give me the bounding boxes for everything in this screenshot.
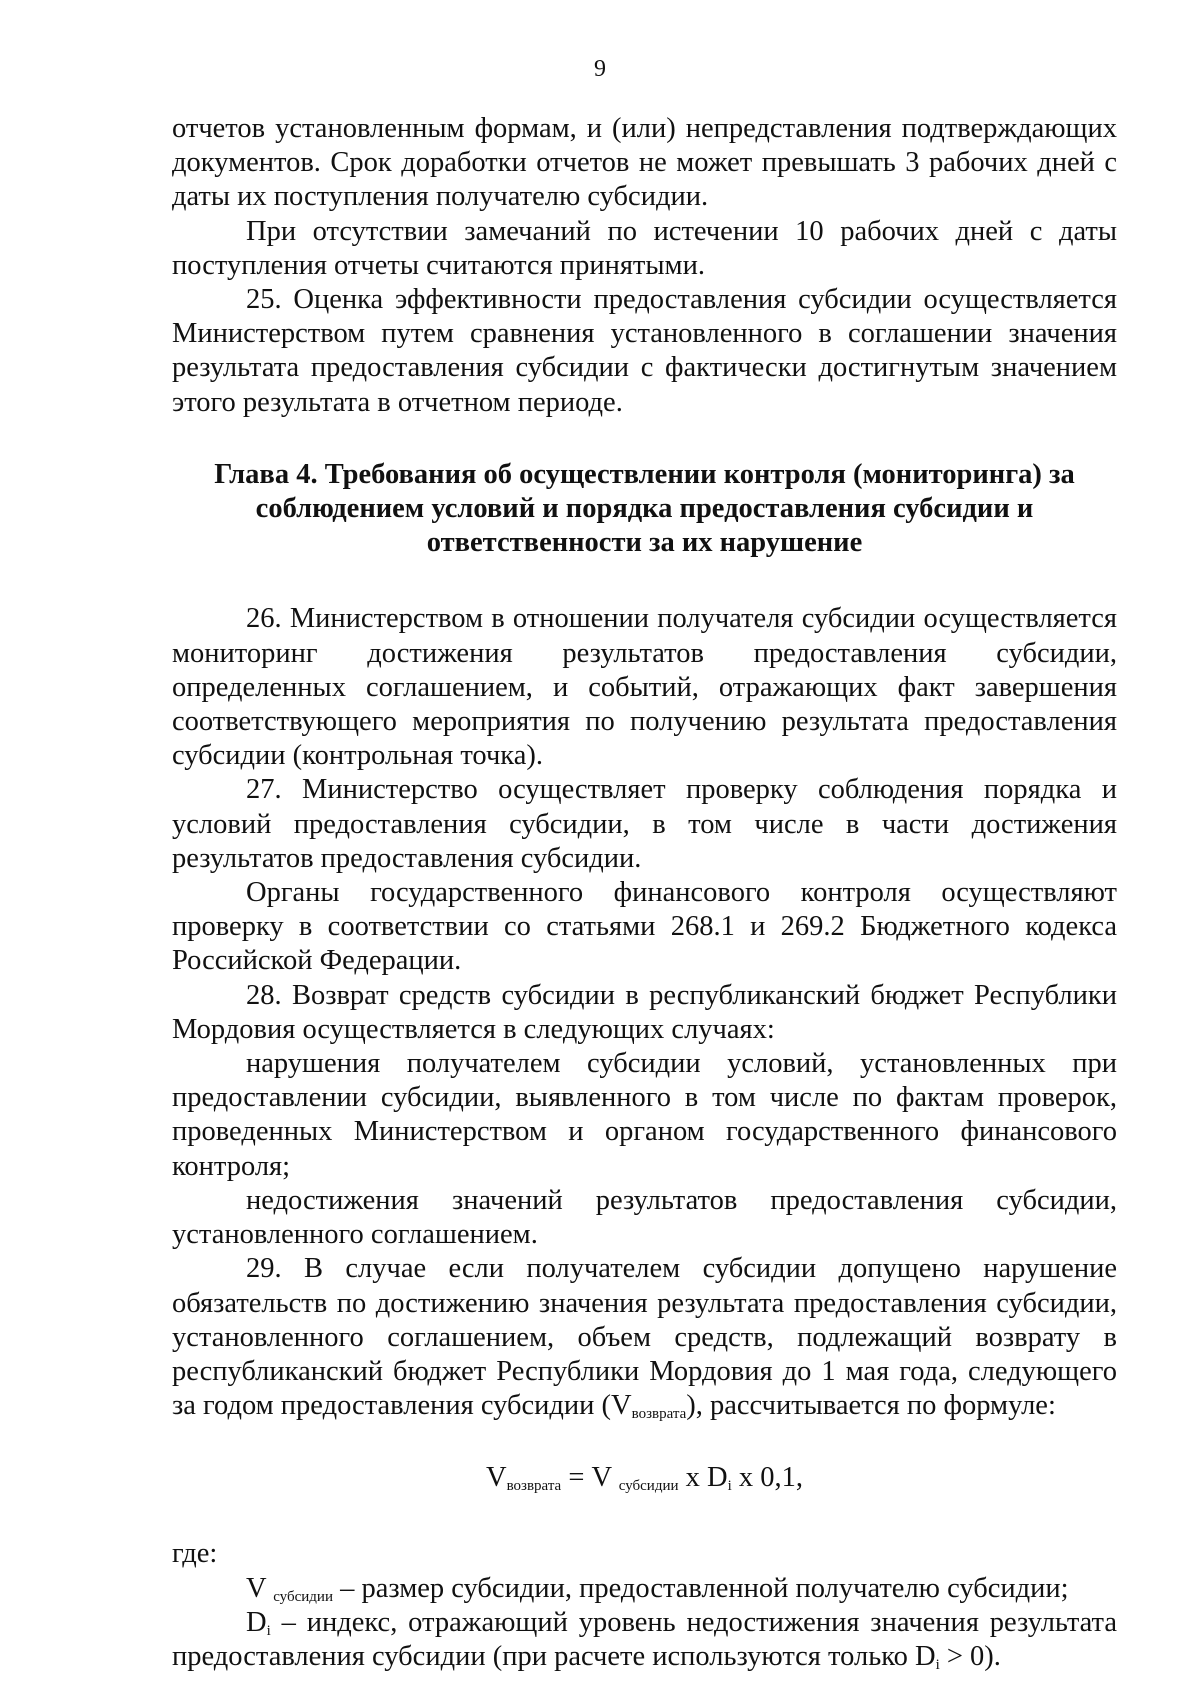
def1-text: – размер субсидии, предоставленной получателю субсидии; <box>332 1572 1069 1604</box>
definition-d-index <box>172 1606 1117 1674</box>
paragraph-main-4: нарушения получателем субсидии условий, установленных при предоставлении субсидии, выявленного в том числе по фактам проверок, проведенных Министерством и органом государственного финансового контроля; <box>172 1048 1117 1182</box>
main-paragraphs <box>172 602 1117 1252</box>
def1-v: V <box>246 1572 274 1604</box>
def2-tail: > 0). <box>939 1640 1001 1672</box>
paragraph-29-tail: ), рассчитывается по формуле: <box>686 1390 1056 1422</box>
page-number: 9 <box>594 56 606 82</box>
paragraph-main-2: Органы государственного финансового контроля осуществляют проверку в соответствии со статьями 268.1 и 269.2 Бюджетного кодекса Российской Федерации. <box>172 877 1117 977</box>
def2-d: D <box>246 1606 267 1638</box>
def2-text: – индекс, отражающий уровень недостижения значения результата предоставления субсидии (при расчете используются только D <box>172 1606 1117 1672</box>
paragraph-top-0: отчетов установленным формам, и (или) непредставления подтверждающих документов. Срок доработки отчетов не может превышать 3 рабочих дней с даты их поступления получателю субсидии. <box>172 113 1117 213</box>
paragraph-main-1: 27. Министерство осуществляет проверку соблюдения порядка и условий предоставления субсидии, в том числе в части достижения результатов предоставления субсидии. <box>172 774 1117 874</box>
definition-v-subsidy <box>172 1572 1117 1606</box>
chapter-heading-line3: ответственности за их нарушение <box>426 527 863 559</box>
def2-sub2: i <box>935 1656 940 1673</box>
formula-sub-subsidy: субсидии <box>618 1478 679 1495</box>
chapter-heading-line1: Глава 4. Требования об осуществлении контроля (мониторинга) за <box>214 458 1075 490</box>
paragraph-main-5: недостижения значений результатов предоставления субсидии, установленного соглашением. <box>172 1184 1117 1251</box>
paragraph-main-0: 26. Министерством в отношении получателя субсидии осуществляется мониторинг достижения результатов предоставления субсидии, определенных соглашением, и событий, отражающих факт завершения соответствующего мероприятия по получению результата предоставления субсидии (контрольная точка). <box>172 603 1117 772</box>
formula-sub-return: возврата <box>506 1478 562 1495</box>
paragraph-top-2: 25. Оценка эффективности предоставления субсидии осуществляется Министерством путем сравнения установленного в соглашении значения результата предоставления субсидии с фактически достигнутым значением этого результата в отчетном периоде. <box>172 284 1117 418</box>
top-paragraphs <box>172 112 1117 420</box>
formula-times-d: x D <box>678 1462 728 1494</box>
where-label: где: <box>172 1538 218 1570</box>
subscript-return: возврата <box>631 1406 687 1423</box>
def1-sub: субсидии <box>273 1588 333 1605</box>
chapter-heading <box>172 458 1117 561</box>
formula-equals: = V <box>561 1462 619 1494</box>
def2-sub: i <box>266 1622 271 1639</box>
formula-sub-i: i <box>727 1478 732 1495</box>
paragraph-top-1: При отсутствии замечаний по истечении 10 рабочих дней с даты поступления отчеты считаются принятыми. <box>172 215 1117 281</box>
formula <box>172 1461 1117 1495</box>
document-body <box>172 112 1117 1674</box>
formula-tail: x 0,1, <box>731 1462 804 1494</box>
formula-v: V <box>485 1462 507 1494</box>
paragraph-29 <box>172 1252 1117 1423</box>
paragraph-29-text: 29. В случае если получателем субсидии допущено нарушение обязательств по достижению значения результата предоставления субсидии, установленного соглашением, объем средств, подлежащий возврату в республиканский бюджет Республики Мордовия до 1 мая года, следующего за годом предоставления субсидии (V <box>172 1253 1117 1422</box>
chapter-heading-line2: соблюдением условий и порядка предоставления субсидии и <box>255 493 1034 525</box>
paragraph-main-3: 28. Возврат средств субсидии в республиканский бюджет Республики Мордовия осуществляется в следующих случаях: <box>172 979 1117 1045</box>
